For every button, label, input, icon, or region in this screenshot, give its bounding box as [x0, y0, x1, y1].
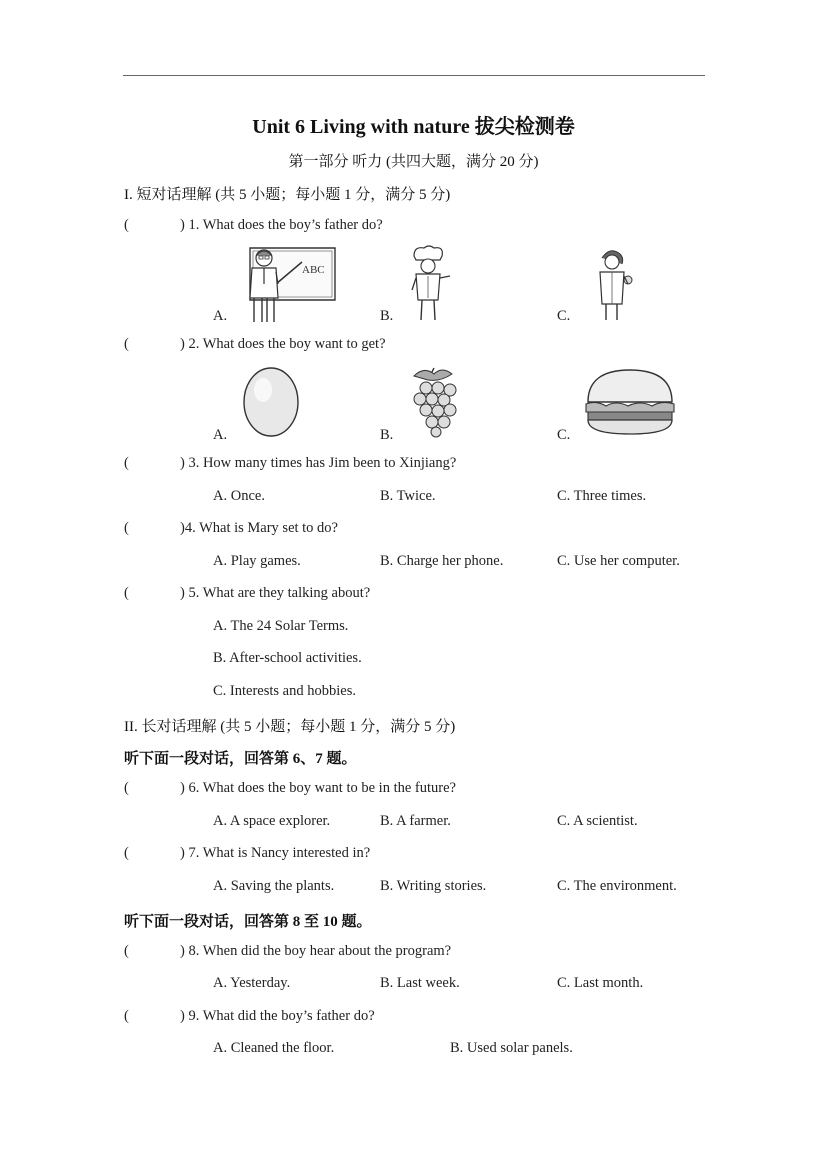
option-7b[interactable]: B. Writing stories. — [380, 878, 487, 894]
question-6: ) 6. What does the boy want to be in the future? — [180, 780, 456, 796]
hamburger-icon — [584, 368, 676, 438]
option-3a[interactable]: A. Once. — [213, 488, 265, 504]
question-7: ) 7. What is Nancy interested in? — [180, 845, 371, 861]
chef-icon — [404, 246, 454, 322]
option-3c[interactable]: C. Three times. — [557, 488, 647, 504]
answer-bracket-5[interactable]: ( — [124, 585, 129, 601]
page-title: Unit 6 Living with nature 拔尖检测卷 — [252, 116, 575, 138]
answer-bracket-8[interactable]: ( — [124, 943, 129, 959]
option-4b[interactable]: B. Charge her phone. — [380, 553, 504, 569]
question-3: ) 3. How many times has Jim been to Xinjiang? — [180, 455, 457, 471]
option-1c[interactable]: C. — [557, 308, 571, 324]
grapes-icon — [406, 366, 462, 438]
instruction-1: 听下面一段对话，回答第 6、7 题。 — [124, 751, 357, 767]
question-8: ) 8. When did the boy hear about the program? — [180, 943, 452, 959]
answer-bracket-9[interactable]: ( — [124, 1008, 129, 1024]
option-9a[interactable]: A. Cleaned the floor. — [213, 1040, 335, 1056]
option-7a[interactable]: A. Saving the plants. — [213, 878, 335, 894]
question-2: ) 2. What does the boy want to get? — [180, 336, 386, 352]
question-9: ) 9. What did the boy’s father do? — [180, 1008, 375, 1024]
section-heading-2: II. 长对话理解 (共 5 小题；每小题 1 分，满分 5 分) — [124, 719, 456, 735]
answer-bracket-6[interactable]: ( — [124, 780, 129, 796]
doctor-icon — [588, 246, 638, 322]
question-1: ) 1. What does the boy’s father do? — [180, 217, 383, 233]
option-5a[interactable]: A. The 24 Solar Terms. — [213, 618, 349, 634]
option-2a[interactable]: A. — [213, 427, 228, 443]
option-4a[interactable]: A. Play games. — [213, 553, 301, 569]
board-text: ABC — [302, 264, 325, 276]
option-1b[interactable]: B. — [380, 308, 394, 324]
instruction-2: 听下面一段对话，回答第 8 至 10 题。 — [124, 914, 372, 930]
teacher-icon — [240, 244, 340, 324]
answer-bracket-1[interactable]: ( — [124, 217, 129, 233]
option-8b[interactable]: B. Last week. — [380, 975, 460, 991]
option-6b[interactable]: B. A farmer. — [380, 813, 451, 829]
top-rule — [123, 75, 705, 76]
answer-bracket-3[interactable]: ( — [124, 455, 129, 471]
answer-bracket-4[interactable]: ( — [124, 520, 129, 536]
option-2b[interactable]: B. — [380, 427, 394, 443]
question-4: )4. What is Mary set to do? — [180, 520, 338, 536]
option-9b[interactable]: B. Used solar panels. — [450, 1040, 573, 1056]
option-5b[interactable]: B. After-school activities. — [213, 650, 362, 666]
answer-bracket-2[interactable]: ( — [124, 336, 129, 352]
option-1a[interactable]: A. — [213, 308, 228, 324]
option-6c[interactable]: C. A scientist. — [557, 813, 638, 829]
option-7c[interactable]: C. The environment. — [557, 878, 677, 894]
part-subtitle: 第一部分 听力 (共四大题，满分 20 分) — [288, 154, 539, 170]
option-3b[interactable]: B. Twice. — [380, 488, 436, 504]
option-8a[interactable]: A. Yesterday. — [213, 975, 291, 991]
option-6a[interactable]: A. A space explorer. — [213, 813, 331, 829]
section-heading-1: I. 短对话理解 (共 5 小题；每小题 1 分，满分 5 分) — [124, 187, 451, 203]
question-5: ) 5. What are they talking about? — [180, 585, 371, 601]
option-8c[interactable]: C. Last month. — [557, 975, 644, 991]
option-5c[interactable]: C. Interests and hobbies. — [213, 683, 356, 699]
answer-bracket-7[interactable]: ( — [124, 845, 129, 861]
egg-icon — [242, 366, 300, 438]
option-4c[interactable]: C. Use her computer. — [557, 553, 680, 569]
option-2c[interactable]: C. — [557, 427, 571, 443]
